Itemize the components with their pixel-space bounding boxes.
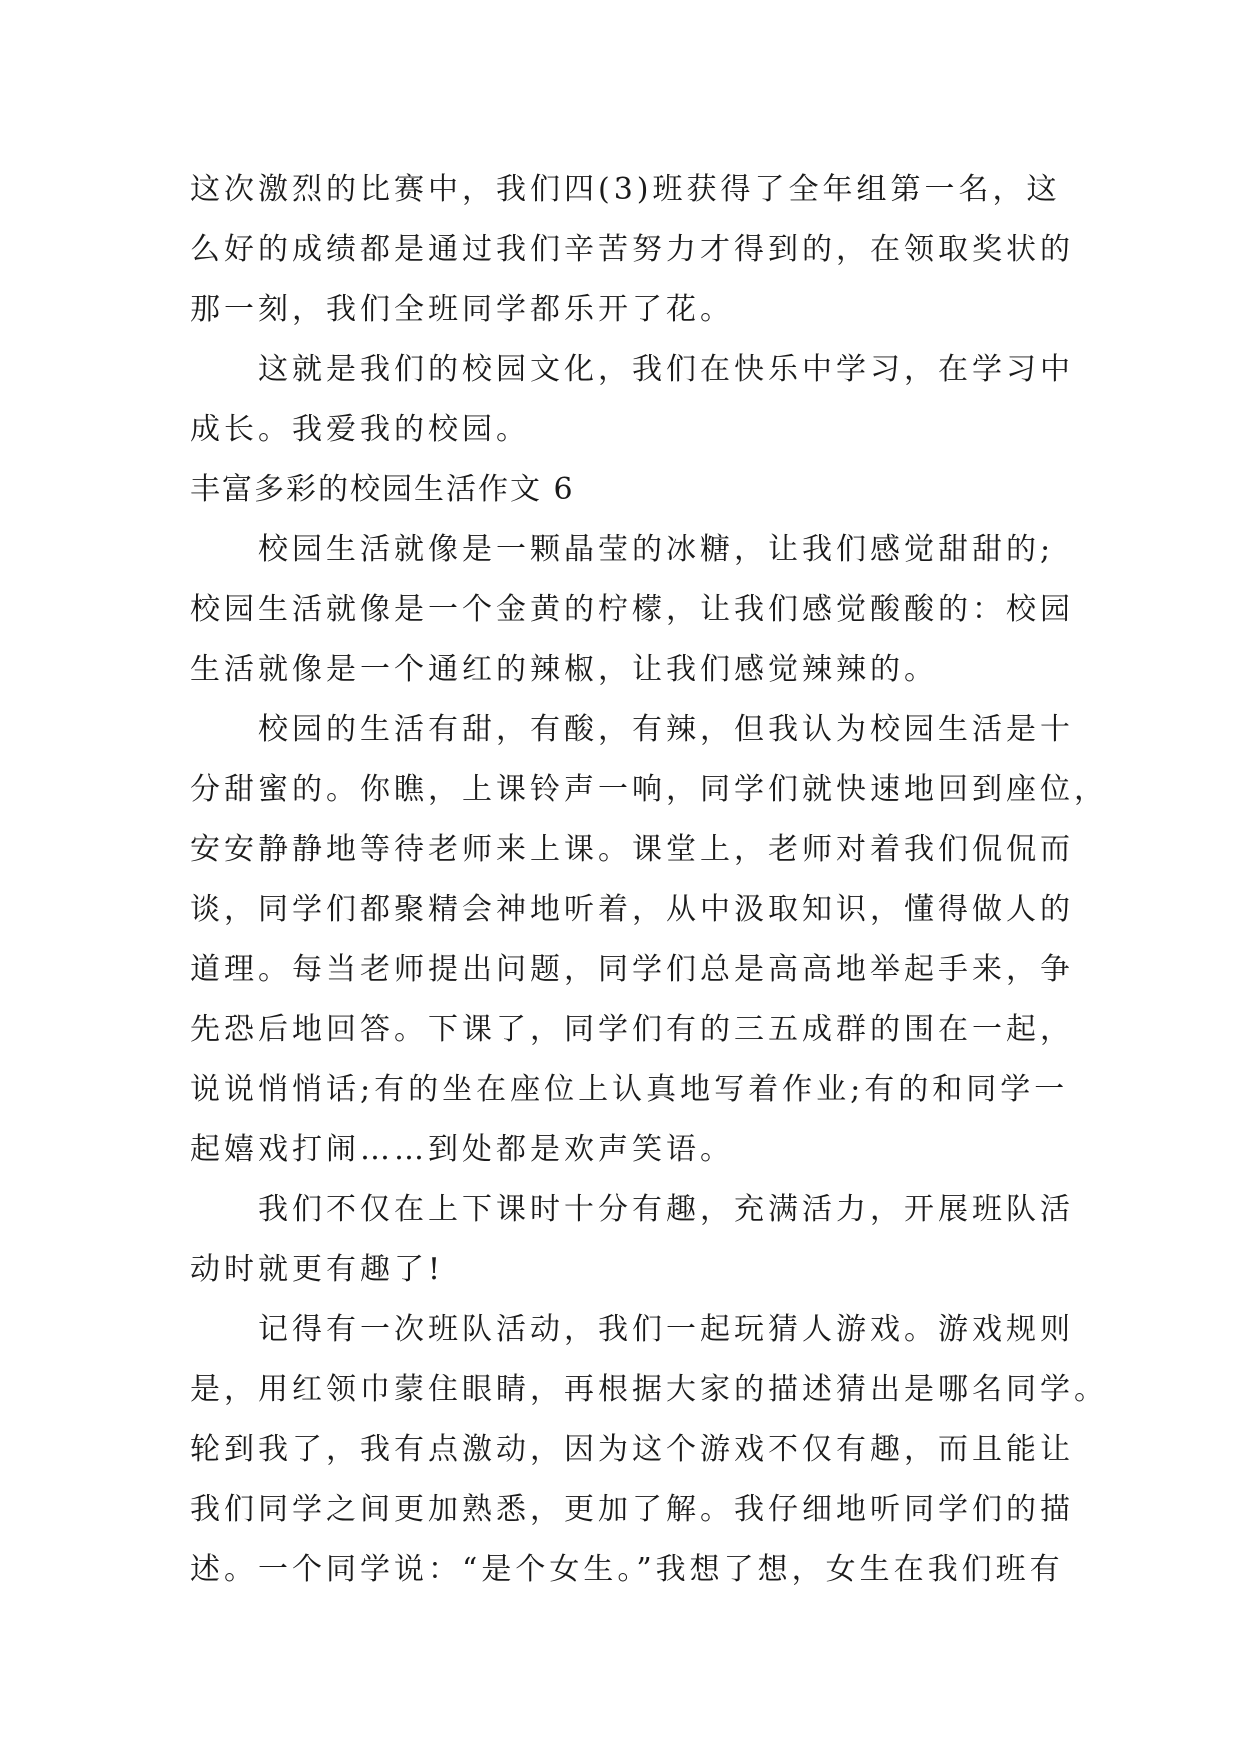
paragraph-3 [190,520,1074,700]
text-line: 轮到我了，我有点激动，因为这个游戏不仅有趣，而且能让 [190,1432,1074,1467]
heading-text: 丰富多彩的校园生活作文 6 [190,472,575,507]
text-line: 动时就更有趣了! [190,1252,445,1287]
text-line: 这就是我们的校园文化，我们在快乐中学习，在学习中 [258,352,1074,387]
section-heading [190,460,1050,520]
text-line: 谈，同学们都聚精会神地听着，从中汲取知识，懂得做人的 [190,892,1074,927]
text-line: 我们同学之间更加熟悉，更加了解。我仔细地听同学们的描 [190,1492,1074,1527]
text-line: 那一刻，我们全班同学都乐开了花。 [190,292,734,327]
text-line: 么好的成绩都是通过我们辛苦努力才得到的，在领取奖状的 [190,232,1074,267]
text-line: 分甜蜜的。你瞧，上课铃声一响，同学们就快速地回到座位， [190,772,1108,807]
paragraph-1 [190,160,1074,340]
text-line: 说说悄悄话;有的坐在座位上认真地写着作业;有的和同学一 [190,1072,1069,1107]
text-line: 生活就像是一个通红的辣椒，让我们感觉辣辣的。 [190,652,938,687]
text-line: 这次激烈的比赛中，我们四(3)班获得了全年组第一名，这 [190,172,1061,207]
paragraph-2 [190,340,1074,460]
text-line: 校园生活就像是一个金黄的柠檬，让我们感觉酸酸的：校园 [190,592,1074,627]
text-line: 校园生活就像是一颗晶莹的冰糖，让我们感觉甜甜的; [258,532,1055,567]
paragraph-4 [190,700,1108,1180]
text-line: 记得有一次班队活动，我们一起玩猜人游戏。游戏规则 [258,1312,1074,1347]
paragraph-5 [190,1180,1074,1300]
text-line: 安安静静地等待老师来上课。课堂上，老师对着我们侃侃而 [190,832,1074,867]
text-line: 校园的生活有甜，有酸，有辣，但我认为校园生活是十 [258,712,1074,747]
text-line: 道理。每当老师提出问题，同学们总是高高地举起手来，争 [190,952,1074,987]
paragraph-6 [190,1300,1108,1600]
text-line: 成长。我爱我的校园。 [190,412,530,447]
text-line: 述。一个同学说：“是个女生。”我想了想，女生在我们班有 [190,1552,1064,1587]
document-body [190,160,1108,1600]
text-line: 起嬉戏打闹……到处都是欢声笑语。 [190,1132,734,1167]
text-line: 先恐后地回答。下课了，同学们有的三五成群的围在一起， [190,1012,1074,1047]
text-line: 我们不仅在上下课时十分有趣，充满活力，开展班队活 [258,1192,1074,1227]
text-line: 是，用红领巾蒙住眼睛，再根据大家的描述猜出是哪名同学。 [190,1372,1108,1407]
